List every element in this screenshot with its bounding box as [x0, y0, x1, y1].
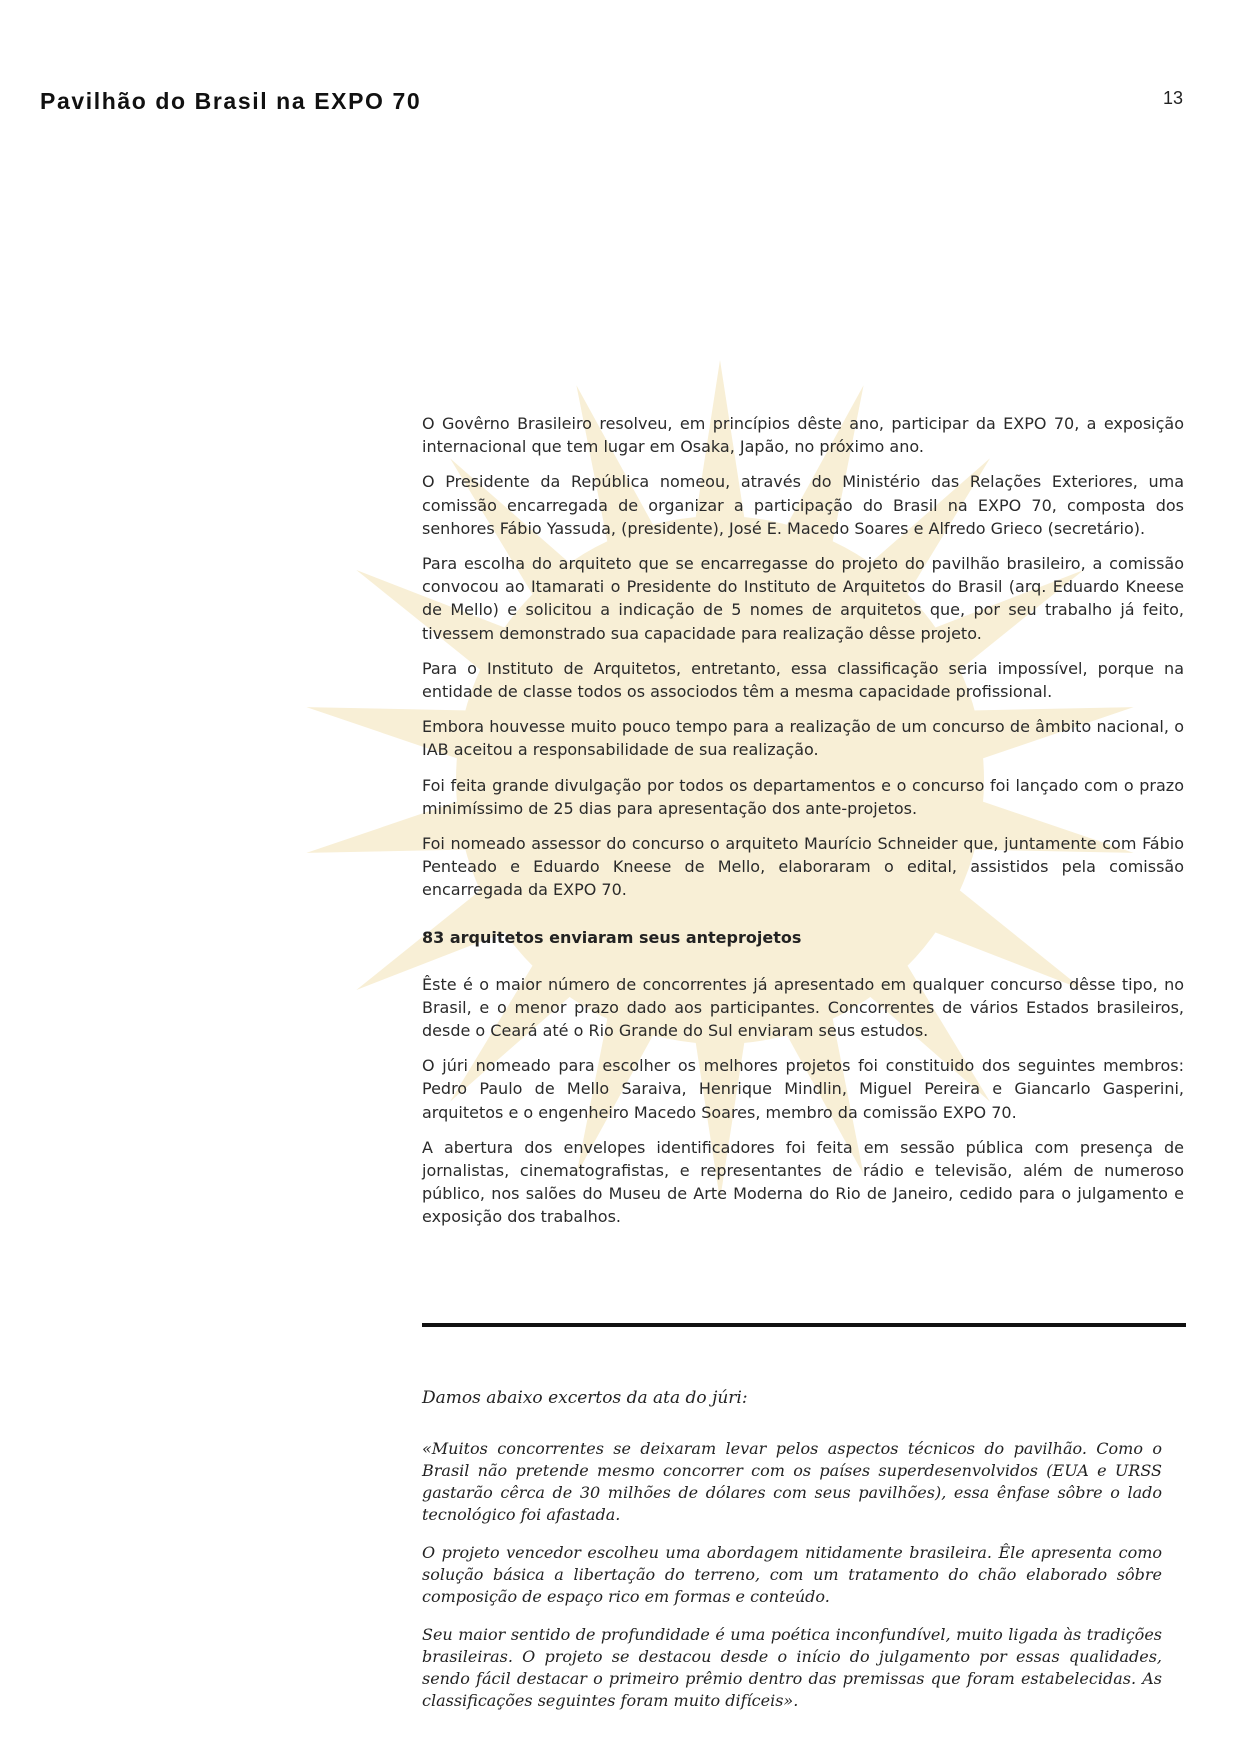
body-paragraph: Êste é o maior número de concorrentes já apresentado em qualquer concurso dêsse tipo, no Brasil, e o menor prazo dado aos participantes. Concorrentes de vários Estados brasileiros, desde o Ceará até o Rio Grande do Sul enviaram seus estudos.	[422, 974, 1184, 1041]
body-paragraph: O Presidente da República nomeou, através do Ministério das Relações Exteriores, uma comissão encarregada de organizar a participação do Brasil na EXPO 70, composta dos senhores Fábio Yassuda, (presidente), José E. Macedo Soares e Alfredo Grieco (secretário).	[422, 472, 1184, 538]
body-paragraph: Foi feita grande divulgação por todos os departamentos e o concurso foi lançado com o prazo minimíssimo de 25 dias para apresentação dos ante-projetos.	[422, 775, 1184, 818]
quote-intro: Damos abaixo excertos da ata do júri:	[422, 1388, 748, 1408]
quote-paragraph: «Muitos concorrentes se deixaram levar pelos aspectos técnicos do pavilhão. Como o Brasil não pretende mesmo concorrer com os países superdesenvolvidos (EUA e URSS gastarão cêrca de 30 milhões de dólares com seus pavilhões), essa ênfase sôbre o lado tecnológico foi afastada.	[422, 1439, 1162, 1524]
quote-paragraph: Seu maior sentido de profundidade é uma poética inconfundível, muito ligada às tradições brasileiras. O projeto se destacou desde o início do julgamento por essas qualidades, sendo fácil destacar o primeiro prêmio dentro das premissas que foram estabelecidas. As classificações seguintes foram muito difíceis».	[422, 1625, 1162, 1710]
article-body	[422, 412, 1184, 1241]
page-number: 13	[1163, 88, 1184, 108]
section-divider	[422, 1323, 1186, 1327]
body-paragraph: O Govêrno Brasileiro resolveu, em princípios dêste ano, participar da EXPO 70, a exposição internacional que tem lugar em Osaka, Japão, no próximo ano.	[422, 414, 1184, 457]
jury-quote	[422, 1388, 1162, 1728]
page-title: Pavilhão do Brasil na EXPO 70	[40, 88, 422, 114]
body-paragraph: Para o Instituto de Arquitetos, entretanto, essa classificação seria impossível, porque na entidade de classe todos os associodos têm a mesma capacidade profissional.	[422, 658, 1184, 702]
body-paragraph: Para escolha do arquiteto que se encarregasse do projeto do pavilhão brasileiro, a comissão convocou ao Itamarati o Presidente do Instituto de Arquitetos do Brasil (arq. Eduardo Kneese de Mello) e solicitou a indicação de 5 nomes de arquitetos que, por seu trabalho já feito, tivessem demonstrado sua capacidade para realização dêsse projeto.	[422, 554, 1184, 643]
body-paragraph: O júri nomeado para escolher os melhores projetos foi constituido dos seguintes membros: Pedro Paulo de Mello Saraiva, Henrique Mindlin, Miguel Pereira e Giancarlo Gasperini, arquitetos e o engenheiro Macedo Soares, membro da comissão EXPO 70.	[422, 1056, 1184, 1122]
body-paragraph: Embora houvesse muito pouco tempo para a realização de um concurso de âmbito nacional, o IAB aceitou a responsabilidade de sua realização.	[422, 717, 1184, 760]
quote-paragraph: O projeto vencedor escolheu uma abordagem nitidamente brasileira. Êle apresenta como solução básica a libertação do terreno, com um tratamento do chão elaborado sôbre composição de espaço rico em formas e conteúdo.	[422, 1543, 1162, 1606]
body-paragraph: A abertura dos envelopes identificadores foi feita em sessão pública com presença de jornalistas, cinematografistas, e representantes de rádio e televisão, além de numeroso público, nos salões do Museu de Arte Moderna do Rio de Janeiro, cedido para o julgamento e exposição dos trabalhos.	[422, 1137, 1184, 1227]
body-paragraph: Foi nomeado assessor do concurso o arquiteto Maurício Schneider que, juntamente com Fábio Penteado e Eduardo Kneese de Mello, elaboraram o edital, assistidos pela comissão encarregada da EXPO 70.	[422, 834, 1184, 900]
section-subheading: 83 arquitetos enviaram seus anteprojetos	[422, 927, 802, 947]
